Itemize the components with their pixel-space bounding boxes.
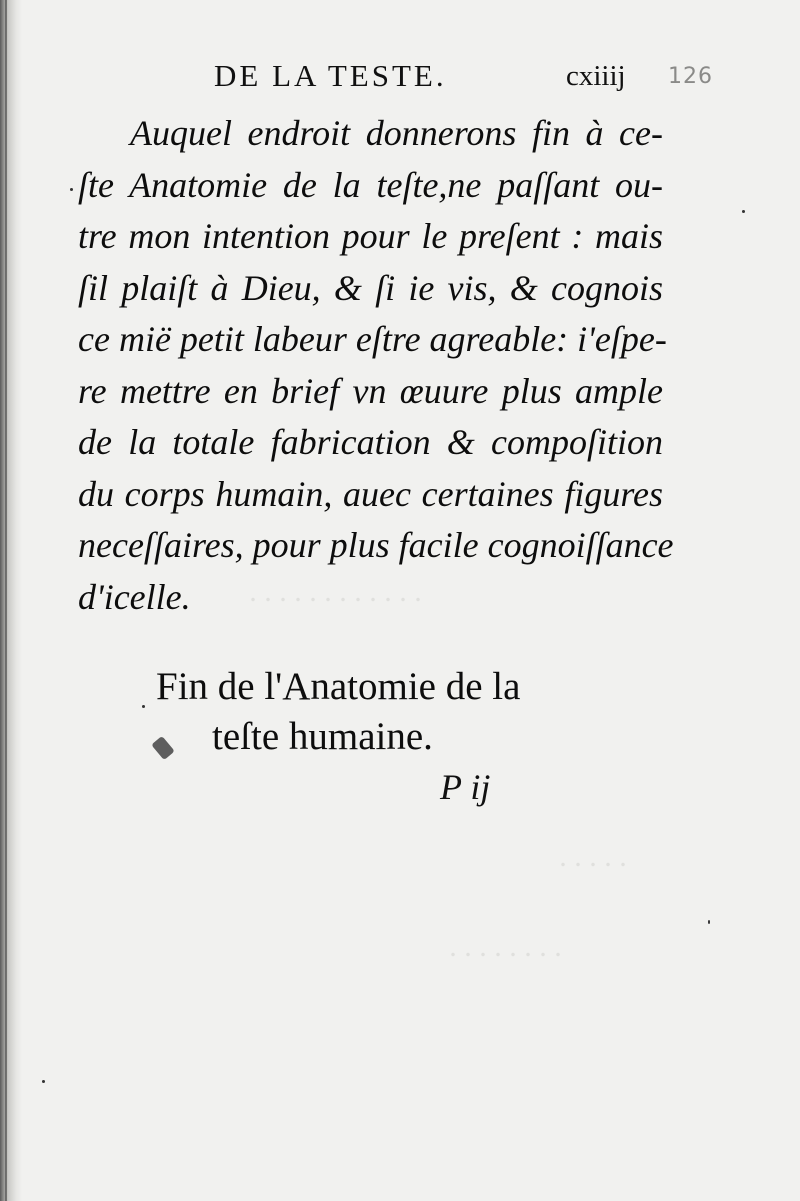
body-line: du corps humain, auec certaines figures — [78, 473, 663, 514]
pencil-page-number: 126 — [668, 64, 713, 89]
body-line: d'icelle. — [78, 576, 191, 617]
ink-blot — [151, 736, 175, 760]
colophon-line: teſte humaine. — [212, 715, 433, 758]
paper-speck — [708, 920, 710, 924]
body-paragraph — [78, 108, 674, 623]
paper-speck — [70, 188, 73, 191]
running-head-title: DE LA TESTE. — [214, 58, 447, 93]
colophon-line: Fin de l'Anatomie de la — [156, 665, 521, 708]
signature-mark: P ij — [440, 767, 491, 807]
paper-speck — [742, 210, 745, 213]
body-line: ſte Anatomie de la teſte,ne paſſant ou- — [78, 164, 663, 205]
paper-speck — [142, 705, 145, 708]
running-head — [0, 58, 800, 98]
binding-gutter — [0, 0, 22, 1201]
body-line: neceſſaires, pour plus facile cognoiſſance — [78, 525, 674, 565]
show-through-text: . . . . . — [560, 840, 628, 873]
folio-number: cxiiij — [566, 60, 626, 92]
body-line: de la totale fabrication & compoſition — [78, 422, 663, 462]
show-through-text: . . . . . . . . — [450, 930, 563, 963]
show-through-text: . . . . . . . . . . . . — [250, 575, 423, 608]
paper-speck — [42, 1080, 45, 1083]
gutter-edge — [5, 0, 7, 1201]
body-line: Auquel endroit donnerons fin à ce- — [130, 113, 663, 153]
body-line: re mettre en brief vn œuure plus ample — [78, 370, 663, 411]
body-line: ſil plaiſt à Dieu, & ſi ie vis, & cognois — [78, 267, 663, 308]
body-line: ce mië petit labeur eſtre agreable: i'eſpe- — [78, 319, 667, 359]
body-line: tre mon intention pour le preſent : mais — [78, 216, 663, 256]
